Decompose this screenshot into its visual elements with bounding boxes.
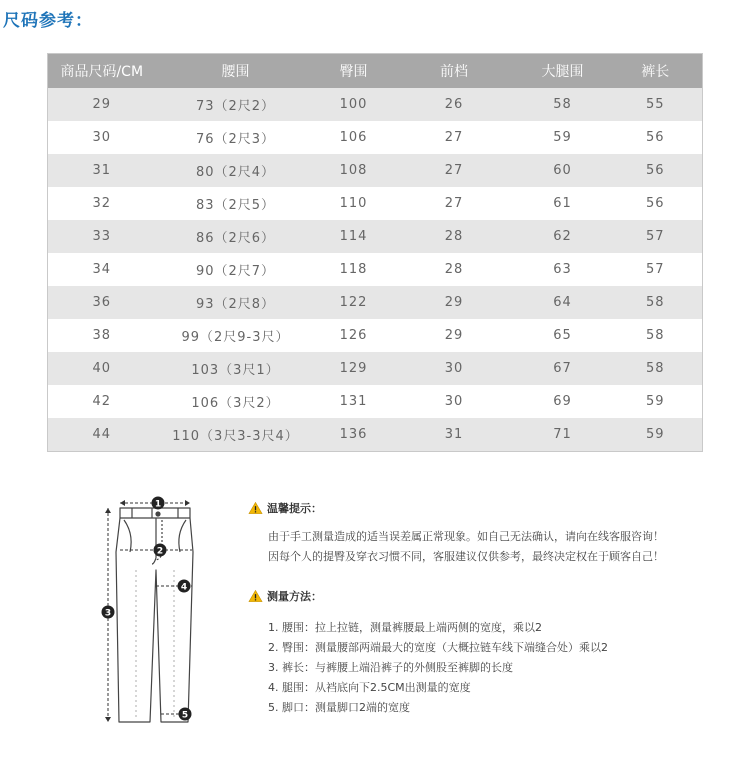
cell-size: 33 bbox=[48, 220, 156, 253]
svg-text:5: 5 bbox=[181, 710, 189, 721]
item-number: 1. bbox=[268, 621, 279, 634]
marker-5 bbox=[179, 708, 192, 721]
cell-thigh: 59 bbox=[517, 121, 609, 154]
page-title: 尺码参考： bbox=[3, 11, 93, 31]
cell-front-rise: 28 bbox=[392, 220, 517, 253]
method-title: 测量方法： bbox=[267, 590, 322, 603]
cell-thigh: 71 bbox=[517, 418, 609, 452]
tip-line: 由于手工测量造成的适当误差属正常现象。如自己无法确认，请向在线客服咨询！ bbox=[268, 530, 664, 543]
item-number: 4. bbox=[268, 681, 279, 694]
marker-4 bbox=[178, 580, 191, 593]
list-item bbox=[268, 638, 728, 658]
cell-thigh: 62 bbox=[517, 220, 609, 253]
list-item bbox=[268, 618, 728, 638]
cell-waist: 73（2尺2） bbox=[156, 88, 316, 121]
cell-waist: 90（2尺7） bbox=[156, 253, 316, 286]
cell-hip: 136 bbox=[316, 418, 392, 452]
cell-front-rise: 27 bbox=[392, 154, 517, 187]
cell-hip: 118 bbox=[316, 253, 392, 286]
list-item bbox=[268, 678, 728, 698]
tip-line: 因每个人的提臀及穿衣习惯不同，客服建议仅供参考，最终决定权在于顾客自己！ bbox=[268, 550, 664, 563]
cell-size: 29 bbox=[48, 88, 156, 121]
warning-icon bbox=[248, 589, 263, 603]
cell-length: 56 bbox=[609, 154, 703, 187]
cell-length: 58 bbox=[609, 352, 703, 385]
cell-length: 56 bbox=[609, 121, 703, 154]
cell-hip: 106 bbox=[316, 121, 392, 154]
svg-text:1: 1 bbox=[154, 499, 162, 510]
cell-waist: 83（2尺5） bbox=[156, 187, 316, 220]
cell-front-rise: 27 bbox=[392, 121, 517, 154]
list-item bbox=[268, 698, 728, 718]
cell-length: 58 bbox=[609, 286, 703, 319]
item-text: 裤长：与裤腰上端沿裤子的外侧股至裤脚的长度 bbox=[282, 661, 513, 674]
cell-hip: 108 bbox=[316, 154, 392, 187]
cell-hip: 100 bbox=[316, 88, 392, 121]
marker-1 bbox=[152, 497, 165, 510]
table-row bbox=[48, 319, 703, 352]
table-row bbox=[48, 187, 703, 220]
item-text: 脚口：测量脚口2端的宽度 bbox=[282, 701, 410, 714]
cell-size: 40 bbox=[48, 352, 156, 385]
table-row bbox=[48, 418, 703, 452]
cell-hip: 131 bbox=[316, 385, 392, 418]
cell-length: 59 bbox=[609, 385, 703, 418]
cell-front-rise: 28 bbox=[392, 253, 517, 286]
list-item bbox=[268, 658, 728, 678]
cell-front-rise: 31 bbox=[392, 418, 517, 452]
table-row bbox=[48, 154, 703, 187]
pants-measurement-diagram bbox=[92, 490, 222, 740]
item-number: 2. bbox=[268, 641, 279, 654]
cell-hip: 110 bbox=[316, 187, 392, 220]
cell-thigh: 69 bbox=[517, 385, 609, 418]
cell-thigh: 58 bbox=[517, 88, 609, 121]
header-hip: 臀围 bbox=[316, 54, 392, 89]
cell-front-rise: 26 bbox=[392, 88, 517, 121]
tips-section bbox=[248, 500, 728, 567]
item-text: 腰围：拉上拉链，测量裤腰最上端两侧的宽度，乘以2 bbox=[282, 621, 542, 634]
item-text: 腿围：从裆底向下2.5CM出测量的宽度 bbox=[282, 681, 471, 694]
cell-waist: 103（3尺1） bbox=[156, 352, 316, 385]
cell-thigh: 63 bbox=[517, 253, 609, 286]
cell-waist: 99（2尺9-3尺） bbox=[156, 319, 316, 352]
cell-hip: 122 bbox=[316, 286, 392, 319]
cell-thigh: 65 bbox=[517, 319, 609, 352]
tips-title: 温馨提示： bbox=[267, 502, 322, 515]
cell-size: 30 bbox=[48, 121, 156, 154]
cell-waist: 76（2尺3） bbox=[156, 121, 316, 154]
header-length: 裤长 bbox=[609, 54, 703, 89]
svg-text:3: 3 bbox=[104, 608, 112, 619]
cell-waist: 93（2尺8） bbox=[156, 286, 316, 319]
cell-front-rise: 29 bbox=[392, 319, 517, 352]
header-thigh: 大腿围 bbox=[517, 54, 609, 89]
measure-method-section bbox=[248, 588, 728, 718]
cell-thigh: 60 bbox=[517, 154, 609, 187]
cell-front-rise: 29 bbox=[392, 286, 517, 319]
cell-waist: 80（2尺4） bbox=[156, 154, 316, 187]
cell-thigh: 67 bbox=[517, 352, 609, 385]
cell-hip: 129 bbox=[316, 352, 392, 385]
button-icon bbox=[155, 511, 160, 516]
cell-size: 44 bbox=[48, 418, 156, 452]
cell-size: 38 bbox=[48, 319, 156, 352]
table-row bbox=[48, 385, 703, 418]
cell-thigh: 61 bbox=[517, 187, 609, 220]
cell-length: 57 bbox=[609, 253, 703, 286]
svg-text:4: 4 bbox=[180, 582, 188, 593]
cell-hip: 114 bbox=[316, 220, 392, 253]
cell-waist: 86（2尺6） bbox=[156, 220, 316, 253]
cell-size: 42 bbox=[48, 385, 156, 418]
cell-length: 58 bbox=[609, 319, 703, 352]
header-front-rise: 前档 bbox=[392, 54, 517, 89]
table-row bbox=[48, 88, 703, 121]
cell-length: 59 bbox=[609, 418, 703, 452]
cell-size: 34 bbox=[48, 253, 156, 286]
header-waist: 腰围 bbox=[156, 54, 316, 89]
cell-front-rise: 30 bbox=[392, 385, 517, 418]
cell-length: 56 bbox=[609, 187, 703, 220]
cell-thigh: 64 bbox=[517, 286, 609, 319]
cell-front-rise: 30 bbox=[392, 352, 517, 385]
cell-length: 57 bbox=[609, 220, 703, 253]
table-row bbox=[48, 286, 703, 319]
table-row bbox=[48, 253, 703, 286]
waistband-shape bbox=[120, 508, 190, 518]
warning-icon bbox=[248, 501, 263, 515]
table-header-row bbox=[48, 54, 703, 89]
item-number: 5. bbox=[268, 701, 279, 714]
cell-length: 55 bbox=[609, 88, 703, 121]
cell-waist: 106（3尺2） bbox=[156, 385, 316, 418]
cell-size: 36 bbox=[48, 286, 156, 319]
cell-front-rise: 27 bbox=[392, 187, 517, 220]
marker-3 bbox=[102, 606, 115, 619]
table-row bbox=[48, 121, 703, 154]
cell-hip: 126 bbox=[316, 319, 392, 352]
cell-waist: 110（3尺3-3尺4） bbox=[156, 418, 316, 452]
table-row bbox=[48, 220, 703, 253]
item-number: 3. bbox=[268, 661, 279, 674]
cell-size: 32 bbox=[48, 187, 156, 220]
cell-size: 31 bbox=[48, 154, 156, 187]
header-size: 商品尺码/CM bbox=[48, 54, 156, 89]
size-table bbox=[47, 53, 703, 452]
table-row bbox=[48, 352, 703, 385]
item-text: 臀围：测量腰部两端最大的宽度（大概拉链车线下端缝合处）乘以2 bbox=[282, 641, 608, 654]
svg-text:2: 2 bbox=[156, 546, 164, 557]
marker-2 bbox=[154, 544, 167, 557]
